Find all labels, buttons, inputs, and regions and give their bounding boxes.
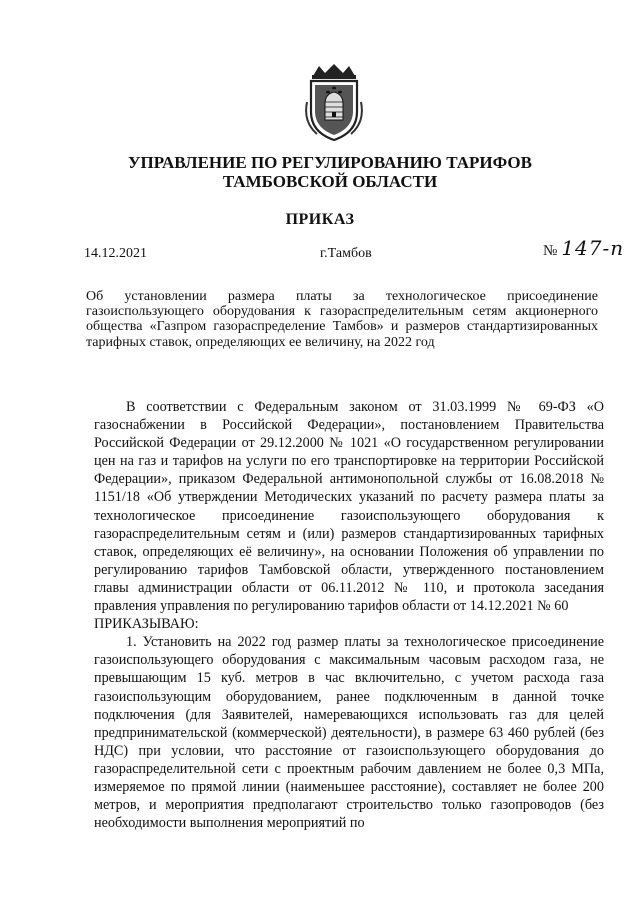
order-body <box>94 398 604 832</box>
order-title: ПРИКАЗ <box>285 211 355 228</box>
tambov-coat-of-arms-icon <box>297 62 371 144</box>
preamble-paragraph: В соответствии с Федеральным законом от 31.03.1999 № 69-ФЗ «О газоснабжении в Российской Федерации», постановлением Правительства Российской Федерации от 29.12.2000 № 1021 «О государственном регулировании цен на газ и тарифов на услуги по его транспортировке на территории Российской Федерации», приказом Федеральной антимонопольной службы от 16.08.2018 № 1151/18 «Об утверждении Методических указаний по расчету размера платы за технологическое присоединение газоиспользующего оборудования к газораспределительным сетям и (или) размеров стандартизированных тарифных ставок, определяющих её величину», на основании Положения об управлении по регулированию тарифов Тамбовской области, утвержденного постановлением главы администрации области от 06.11.2012 № 110, и протокола заседания правления управления по регулированию тарифов области от 14.12.2021 № 60 <box>94 399 604 615</box>
number-sign: № <box>543 243 558 259</box>
handwritten-number: 147-п <box>561 236 625 260</box>
authority-name-line2: ТАМБОВСКОЙ ОБЛАСТИ <box>222 172 438 191</box>
order-number <box>543 236 624 260</box>
order-subject: Об установлении размера платы за технологическое присоединение газоиспользующего оборудования к газораспределительным сетям акционерного общества «Газпром газораспределение Тамбов» и размеров стандартизированных тарифных ставок, определяющих ее величину, на 2022 год <box>86 289 598 350</box>
authority-name-line1: УПРАВЛЕНИЕ ПО РЕГУЛИРОВАНИЮ ТАРИФОВ <box>128 153 532 172</box>
order-city: г.Тамбов <box>320 246 372 261</box>
order-word: ПРИКАЗЫВАЮ: <box>94 616 199 633</box>
order-date: 14.12.2021 <box>84 246 147 261</box>
item-1-paragraph: 1. Установить на 2022 год размер платы за технологическое присоединение газоиспользующего оборудования с максимальным часовым расходом газа, не превышающим 15 куб. метров в час включительно, с учетом расхода газа газоиспользующим оборудованием, ранее подключенным в данной точке подключения (для Заявителей, намеревающихся использовать газ для целей предпринимательской (коммерческой) деятельности), в размере 63 460 рублей (без НДС) при условии, что расстояние от газоиспользующего оборудования до газораспределительной сети с проектным рабочим давлением не более 0,3 МПа, измеряемое по прямой линии (наименьшее расстояние), составляет не более 200 метров, и мероприятия предполагают строительство только газопроводов (без необходимости выполнения мероприятий по <box>94 634 604 832</box>
